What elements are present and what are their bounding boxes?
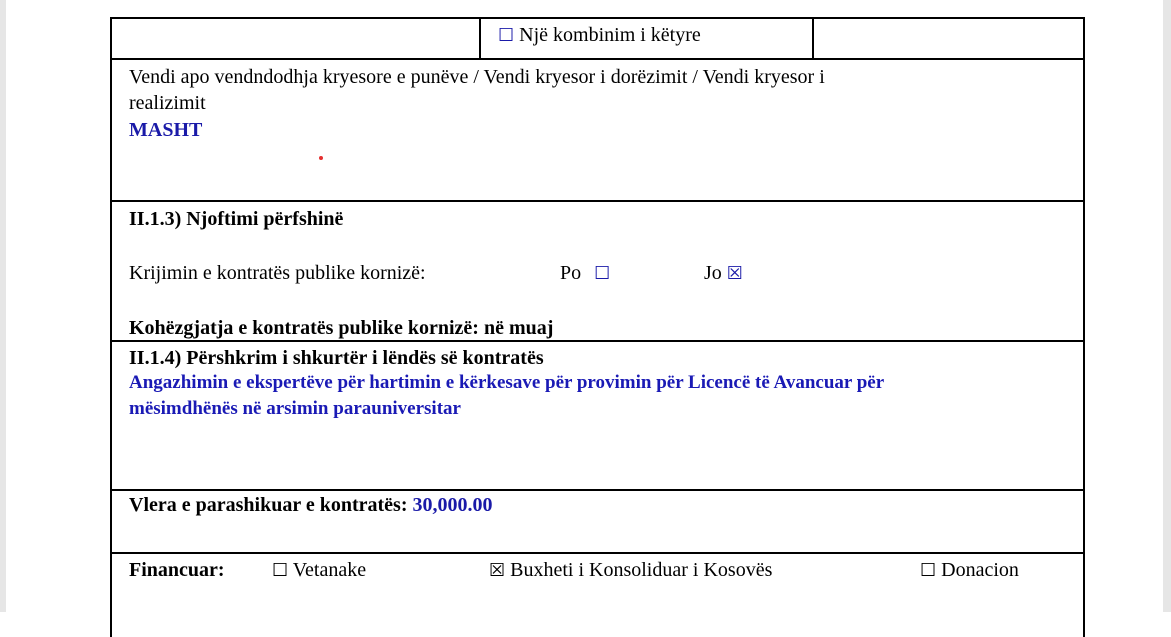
table-right-border [1083,17,1085,637]
financing-option-label: Donacion [941,559,1019,581]
checkbox-unchecked-icon[interactable]: ☐ [498,25,515,46]
estimated-value-label: Vlera e parashikuar e kontratës: [129,494,408,516]
location-label-line1: Vendi apo vendndodhja kryesore e punëve / Vendi kryesor i dorëzimit / Vendi kryesor i [129,66,825,88]
section-heading-notice: II.1.3) Njoftimi përfshinë [129,208,344,230]
section-heading-description: II.1.4) Përshkrim i shkurtër i lëndës së kontratës [129,347,544,369]
table-left-border [110,17,112,637]
framework-yes-option[interactable] [560,260,610,287]
financing-option-donation[interactable] [920,557,1019,584]
row-divider [110,489,1085,491]
estimated-value-row [129,492,493,518]
framework-no-option[interactable] [704,260,743,287]
row-divider [110,58,1085,60]
financing-option-budget[interactable] [489,557,772,584]
framework-duration-label: Kohëzgjatja e kontratës publike kornizë: në muaj [129,317,554,339]
location-value: MASHT [129,119,203,141]
checkbox-unchecked-icon[interactable]: ☐ [272,560,289,581]
financing-option-label: Buxheti i Konsoliduar i Kosovës [510,559,773,581]
row-divider [110,200,1085,202]
checkbox-checked-icon[interactable]: ☒ [489,560,506,581]
combination-option[interactable] [498,22,701,49]
checkbox-unchecked-icon[interactable]: ☐ [920,560,937,581]
no-label: Jo [704,262,722,284]
left-page-margin [0,0,6,612]
description-line1: Angazhimin e ekspertëve për hartimin e kërkesave për provimin për Licencë të Avancuar për [129,372,885,393]
checkbox-checked-icon[interactable]: ☒ [726,263,743,284]
cell-divider [479,17,481,59]
right-scrollbar-track[interactable] [1163,0,1171,612]
row-divider [110,17,1085,19]
estimated-value-amount: 30,000.00 [412,494,493,516]
framework-contract-label: Krijimin e kontratës publike kornizë: [129,262,426,284]
yes-label: Po [560,262,582,284]
checkbox-unchecked-icon[interactable]: ☐ [594,263,611,284]
financing-option-label: Vetanake [292,559,367,581]
cell-divider [812,17,814,59]
description-line2: mësimdhënës në arsimin parauniversitar [129,398,461,419]
financing-option-own[interactable] [272,557,366,584]
procurement-form-table [110,17,1085,637]
row-divider [110,552,1085,554]
combination-label: Një kombinim i këtyre [519,24,701,46]
location-label-line2: realizimit [129,92,206,114]
red-marker-dot [319,156,323,160]
financing-label: Financuar: [129,559,225,581]
